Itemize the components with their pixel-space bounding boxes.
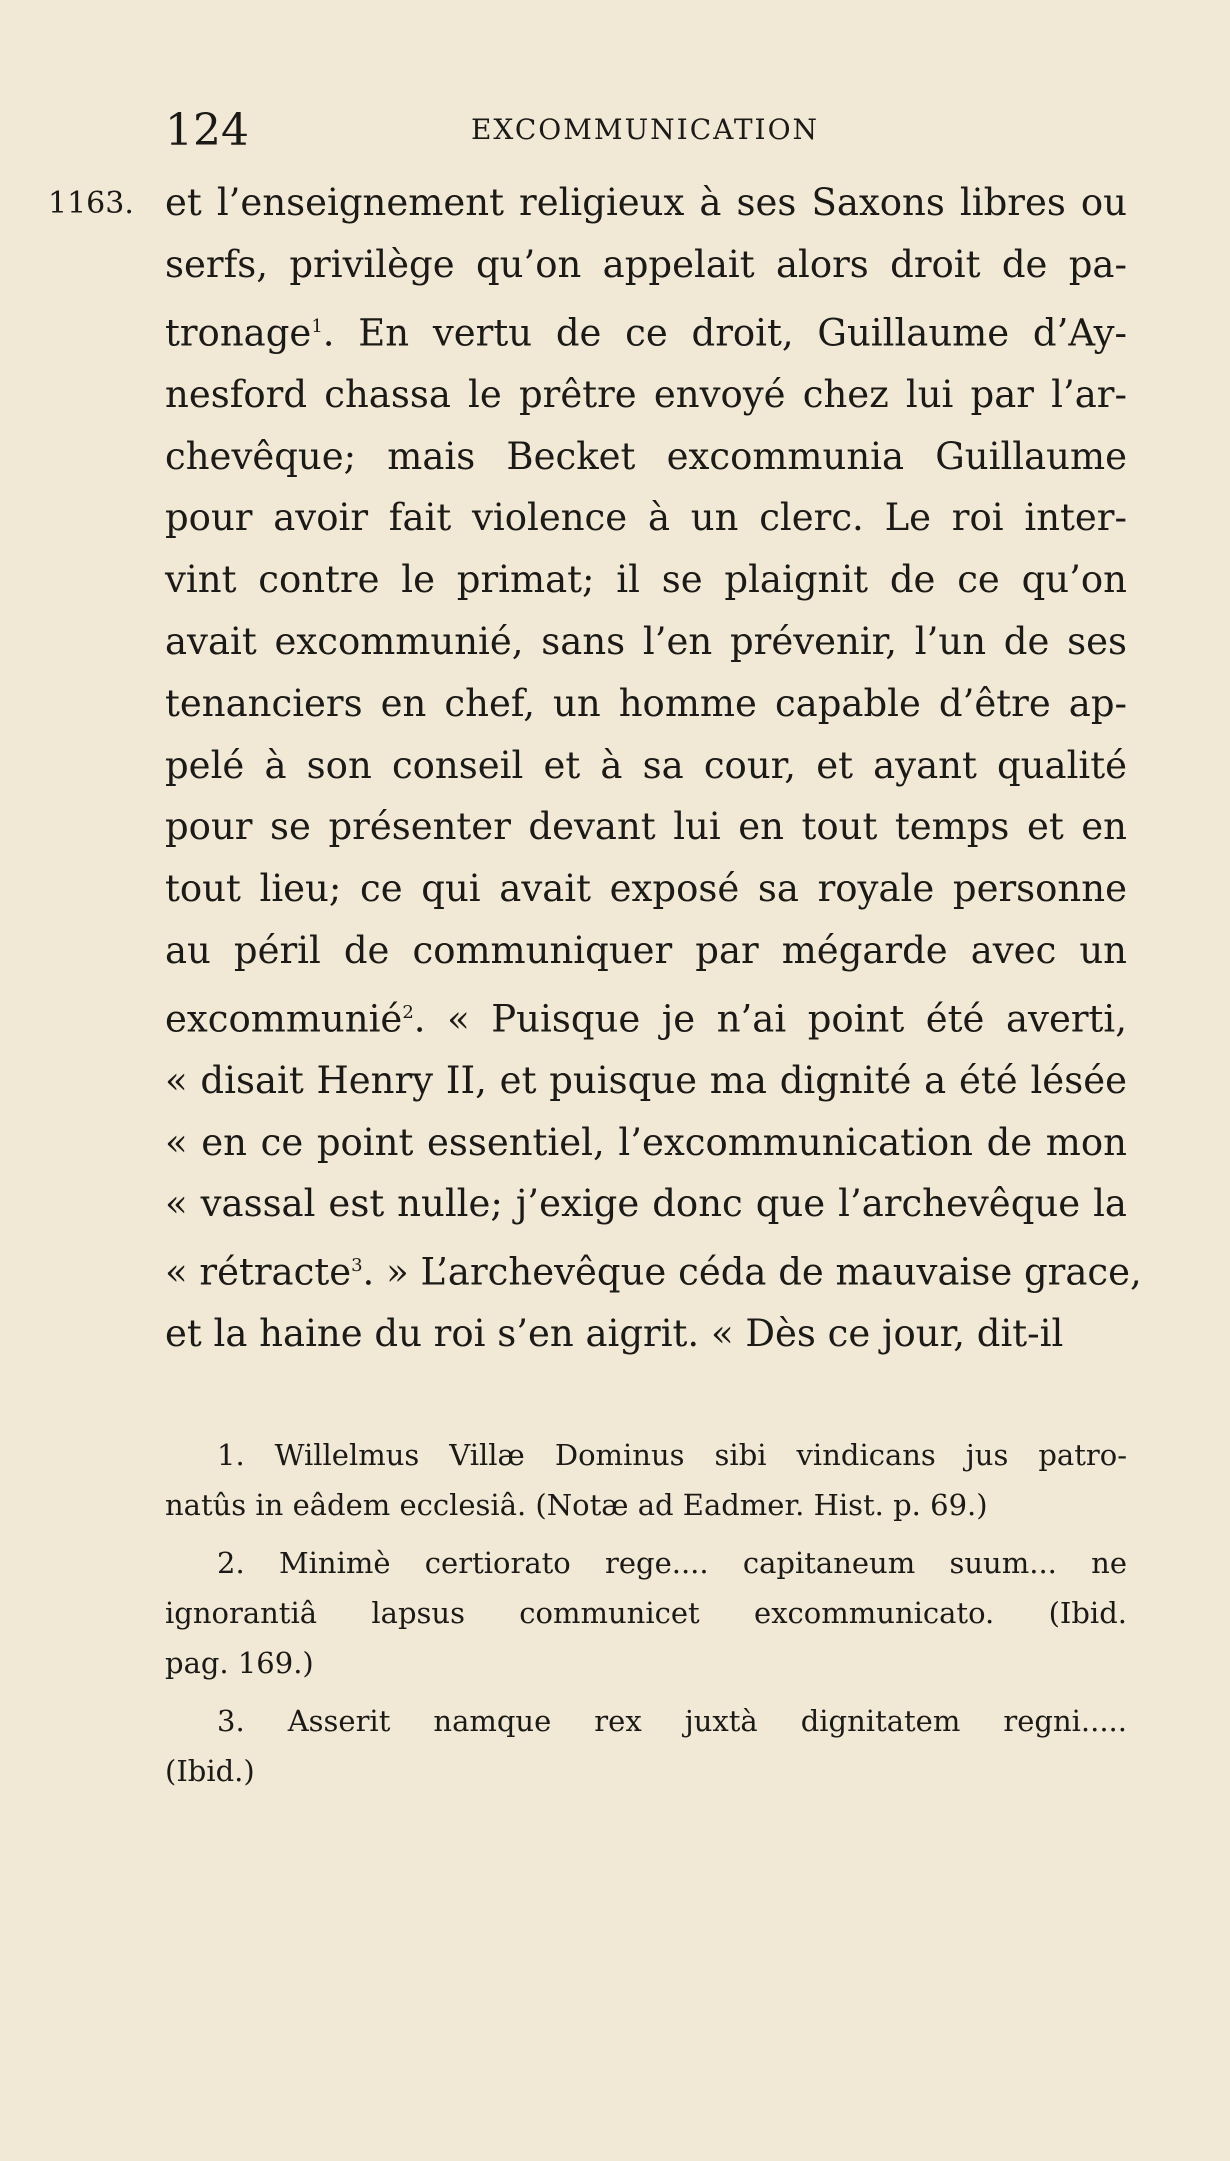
text-line: « en ce point essentiel, l’excommunication de mon bbox=[165, 1120, 1127, 1164]
text-segment: . En vertu de ce droit, Guillaume d’Ay- bbox=[322, 310, 1127, 354]
text-line bbox=[165, 982, 1127, 1050]
text-line: tenanciers en chef, un homme capable d’être ap- bbox=[165, 681, 1127, 725]
running-title: EXCOMMUNICATION bbox=[470, 113, 820, 146]
page-number: 124 bbox=[165, 105, 249, 156]
text-line: pour se présenter devant lui en tout temps et en bbox=[165, 805, 1127, 849]
text-line: tout lieu; ce qui avait exposé sa royale personne bbox=[165, 867, 1127, 911]
footnotes bbox=[165, 1430, 1127, 1796]
footnote-ref: 1 bbox=[311, 315, 323, 337]
text-line: pour avoir fait violence à un clerc. Le roi inter- bbox=[165, 496, 1127, 540]
footnote-ref: 3 bbox=[351, 1255, 363, 1277]
text-line: vint contre le primat; il se plaignit de ce qu’on bbox=[165, 558, 1127, 602]
text-segment: « rétracte bbox=[165, 1250, 352, 1294]
footnote-line: 3. Asserit namque rex juxtà dignitatem regni..... bbox=[217, 1704, 1127, 1738]
text-line bbox=[165, 296, 1127, 364]
footnote-line: pag. 169.) bbox=[165, 1646, 314, 1680]
body-paragraph bbox=[165, 172, 1142, 1365]
text-segment: . « Puisque je n’ai point été averti, bbox=[413, 997, 1127, 1041]
text-line: « vassal est nulle; j’exige donc que l’archevêque la bbox=[165, 1182, 1127, 1226]
text-segment: excommunié bbox=[165, 997, 403, 1041]
text-line: au péril de communiquer par mégarde avec un bbox=[165, 928, 1127, 972]
text-line: avait excommunié, sans l’en prévenir, l’un de ses bbox=[165, 619, 1127, 663]
text-line: « disait Henry II, et puisque ma dignité a été lésée bbox=[165, 1058, 1127, 1102]
text-line: et l’enseignement religieux à ses Saxons libres ou bbox=[165, 181, 1127, 224]
margin-year: 1163. bbox=[48, 186, 134, 221]
text-line: et la haine du roi s’en aigrit. « Dès ce jour, dit-il bbox=[165, 1312, 1064, 1356]
footnote-line: ignorantiâ lapsus communicet excommunicato. (Ibid. bbox=[165, 1596, 1127, 1630]
footnote-line: natûs in eâdem ecclesiâ. (Notæ ad Eadmer. Hist. p. 69.) bbox=[165, 1488, 988, 1522]
footnote-line: 1. Willelmus Villæ Dominus sibi vindicans jus patro- bbox=[217, 1438, 1127, 1472]
text-line: chevêque; mais Becket excommunia Guillaume bbox=[165, 434, 1127, 478]
running-head bbox=[165, 105, 1125, 155]
footnote-ref: 2 bbox=[402, 1001, 414, 1023]
footnote-line: (Ibid.) bbox=[165, 1754, 255, 1788]
text-segment: . » L’archevêque céda de mauvaise grace, bbox=[362, 1250, 1142, 1294]
text-line: pelé à son conseil et à sa cour, et ayant qualité bbox=[165, 743, 1127, 787]
text-line bbox=[165, 1235, 1142, 1303]
footnote-line: 2. Minimè certiorato rege.... capitaneum suum... ne bbox=[217, 1546, 1127, 1580]
text-segment: tronage bbox=[165, 310, 312, 354]
text-line: nesford chassa le prêtre envoyé chez lui par l’ar- bbox=[165, 372, 1127, 416]
text-line: serfs, privilège qu’on appelait alors droit de pa- bbox=[165, 242, 1127, 286]
